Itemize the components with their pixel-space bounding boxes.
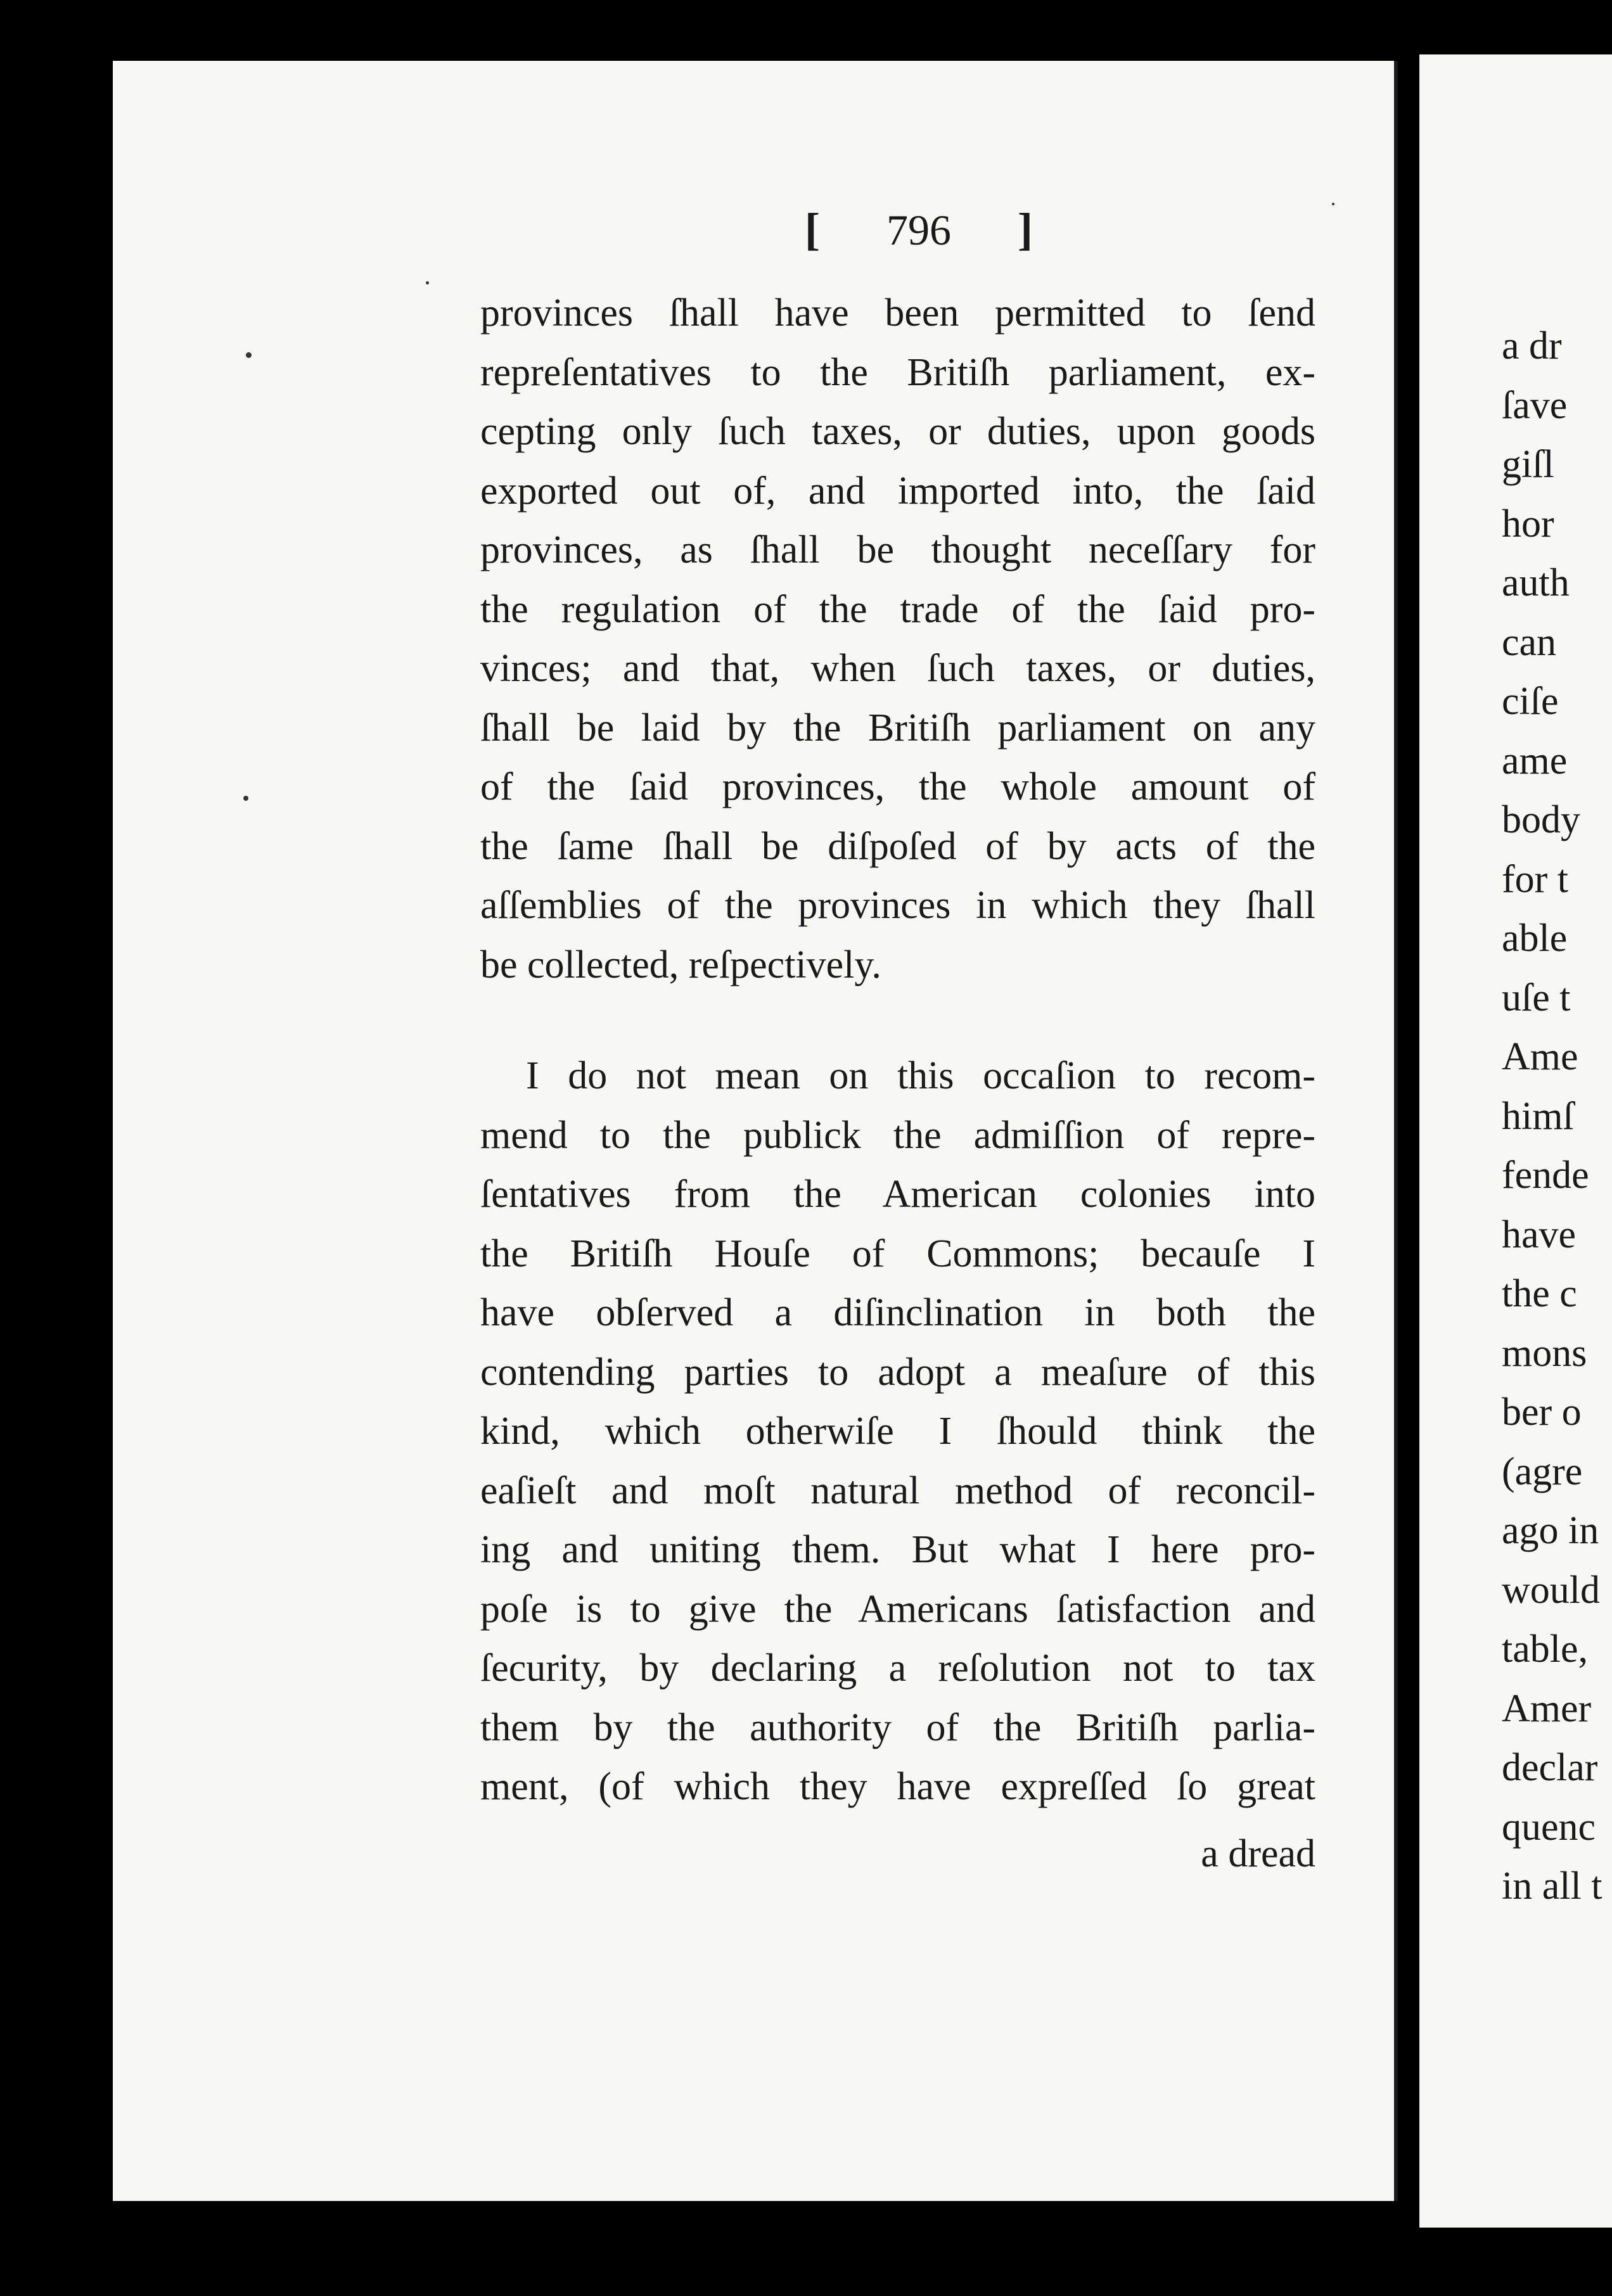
close-bracket: ] [1018, 204, 1033, 255]
facing-line: body [1502, 798, 1580, 841]
facing-line: ber o [1502, 1391, 1582, 1434]
facing-line: able [1502, 917, 1568, 960]
text-line: have obſerved a diſinclination in both the [480, 1291, 1315, 1334]
text-line: repreſentatives to the Britiſh parliament, ex- [480, 350, 1315, 394]
facing-line: quenc [1502, 1805, 1596, 1849]
text-line: cepting only ſuch taxes, or duties, upon goods [480, 410, 1315, 453]
text-line: ſentatives from the American colonies into [480, 1173, 1315, 1216]
facing-line: (agre [1502, 1450, 1583, 1493]
text-line: contending parties to adopt a meaſure of this [480, 1350, 1315, 1394]
facing-page-text [1502, 317, 1612, 1917]
text-line: I do not mean on this occaſion to recom- [526, 1054, 1315, 1097]
facing-line: a dr [1502, 324, 1562, 367]
text-line: the regulation of the trade of the ſaid pro- [480, 587, 1315, 631]
facing-line: would [1502, 1568, 1600, 1612]
facing-line: Amer [1502, 1687, 1592, 1730]
catchword: a dread [1201, 1832, 1315, 1875]
facing-line: ciſe [1502, 680, 1559, 723]
text-line: ment, (of which they have expreſſed ſo great [480, 1765, 1315, 1808]
text-line: the ſame ſhall be diſpoſed of by acts of the [480, 824, 1315, 868]
text-line: eaſieſt and moſt natural method of reconcil- [480, 1469, 1315, 1512]
facing-line: table, [1502, 1628, 1588, 1671]
paper-speck [1332, 203, 1334, 205]
text-line: ing and uniting them. But what I here pro- [480, 1528, 1315, 1571]
facing-line: himſ [1502, 1094, 1574, 1138]
text-line: ſhall be laid by the Britiſh parliament on any [480, 706, 1315, 749]
facing-line: uſe t [1502, 976, 1571, 1019]
text-line: ſecurity, by declaring a reſolution not to tax [480, 1647, 1315, 1690]
text-line: the Britiſh Houſe of Commons; becauſe I [480, 1232, 1315, 1275]
text-line: mend to the publick the admiſſion of repre- [480, 1113, 1315, 1157]
open-bracket: [ [805, 204, 820, 255]
facing-line: fende [1502, 1154, 1589, 1197]
text-line: provinces ſhall have been permitted to ſend [480, 291, 1315, 335]
paper-speck [243, 796, 248, 801]
text-line: poſe is to give the Americans ſatisfaction and [480, 1587, 1315, 1631]
facing-line: have [1502, 1213, 1577, 1256]
text-line: vinces; and that, when ſuch taxes, or duties, [480, 647, 1315, 690]
facing-line: the c [1502, 1272, 1577, 1315]
paper-speck [426, 281, 429, 284]
facing-line: in all t [1502, 1865, 1602, 1908]
facing-line: Ame [1502, 1035, 1578, 1078]
paragraph-2 [480, 1047, 1315, 1817]
facing-line: for t [1502, 857, 1569, 901]
text-line: them by the authority of the Britiſh parlia- [480, 1706, 1315, 1749]
text-line: of the ſaid provinces, the whole amount of [480, 765, 1315, 808]
facing-line: declar [1502, 1746, 1598, 1789]
facing-line: mons [1502, 1331, 1587, 1375]
facing-line: ame [1502, 739, 1568, 782]
text-line: exported out of, and imported into, the ſaid [480, 469, 1315, 513]
text-line: kind, which otherwiſe I ſhould think the [480, 1410, 1315, 1453]
text-line: aſſemblies of the provinces in which they ſhall [480, 884, 1315, 927]
facing-line: ago in [1502, 1509, 1599, 1552]
facing-line: ſave [1502, 383, 1568, 427]
facing-line: can [1502, 620, 1557, 664]
facing-line: giſl [1502, 443, 1554, 486]
paragraph-1 [480, 284, 1315, 995]
text-line: be collected, reſpectively. [480, 943, 881, 986]
page-number: 796 [886, 206, 951, 254]
facing-line: hor [1502, 502, 1554, 545]
facing-line: auth [1502, 561, 1570, 604]
text-line: provinces, as ſhall be thought neceſſary for [480, 528, 1315, 571]
paper-speck [246, 352, 252, 358]
page-number-header [786, 204, 1052, 255]
